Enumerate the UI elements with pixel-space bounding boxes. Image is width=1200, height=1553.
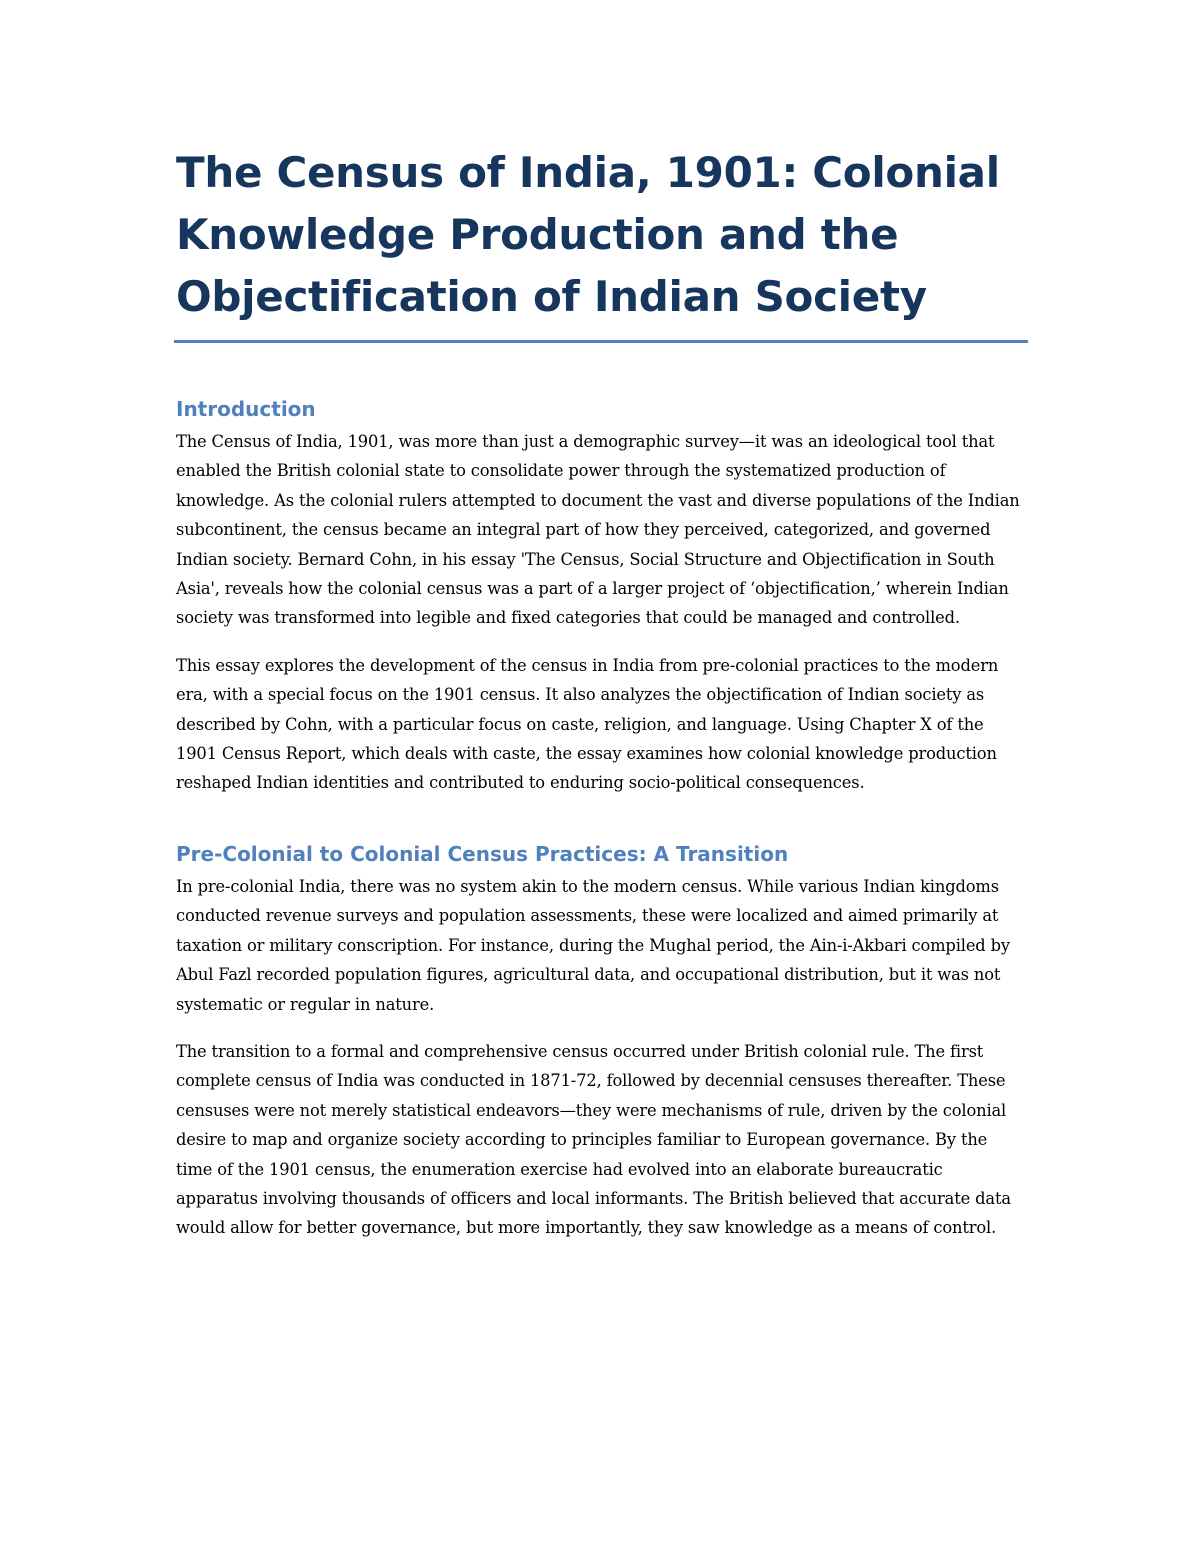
document-title: The Census of India, 1901: Colonial Knowledge Production and the Objectification of Indian Society bbox=[176, 148, 1000, 321]
section-heading-transition: Pre-Colonial to Colonial Census Practices: A Transition bbox=[176, 841, 789, 866]
body-paragraph: The transition to a formal and comprehensive census occurred under British colonial rule. The first complete census of India was conducted in 1871-72, followed by decennial censuses thereafter. These censuses were not merely statistical endeavors—they were mechanisms of rule, driven by the colonial desire to map and organize society according to principles familiar to European governance. By the time of the 1901 census, the enumeration exercise had evolved into an elaborate bureaucratic apparatus involving thousands of officers and local informants. The British believed that accurate data would allow for better governance, but more importantly, they saw knowledge as a means of control. bbox=[176, 1041, 1011, 1238]
title-underline-divider bbox=[174, 340, 1028, 343]
body-paragraph: The Census of India, 1901, was more than just a demographic survey—it was an ideological tool that enabled the British colonial state to consolidate power through the systematized production of knowledge. As the colonial rulers attempted to document the vast and diverse populations of the Indian subcontinent, the census became an integral part of how they perceived, categorized, and governed Indian society. Bernard Cohn, in his essay 'The Census, Social Structure and Objectification in South Asia', reveals how the colonial census was a part of a larger project of ‘objectification,’ wherein Indian society was transformed into legible and fixed categories that could be managed and controlled. bbox=[176, 432, 1020, 628]
section-heading-introduction: Introduction bbox=[176, 397, 316, 421]
body-paragraph: In pre-colonial India, there was no system akin to the modern census. While various Indian kingdoms conducted revenue surveys and population assessments, these were localized and aimed primarily at taxation or military conscription. For instance, during the Mughal period, the Ain-i-Akbari compiled by Abul Fazl recorded population figures, agricultural data, and occupational distribution, but it was not systematic or regular in nature. bbox=[176, 876, 1010, 1014]
document-page bbox=[176, 142, 1028, 1243]
body-paragraph: This essay explores the development of the census in India from pre-colonial practices to the modern era, with a special focus on the 1901 census. It also analyzes the objectification of Indian society as described by Cohn, with a particular focus on caste, religion, and language. Using Chapter X of the 1901 Census Report, which deals with caste, the essay examines how colonial knowledge production reshaped Indian identities and contributed to enduring socio-political consequences. bbox=[176, 655, 999, 793]
